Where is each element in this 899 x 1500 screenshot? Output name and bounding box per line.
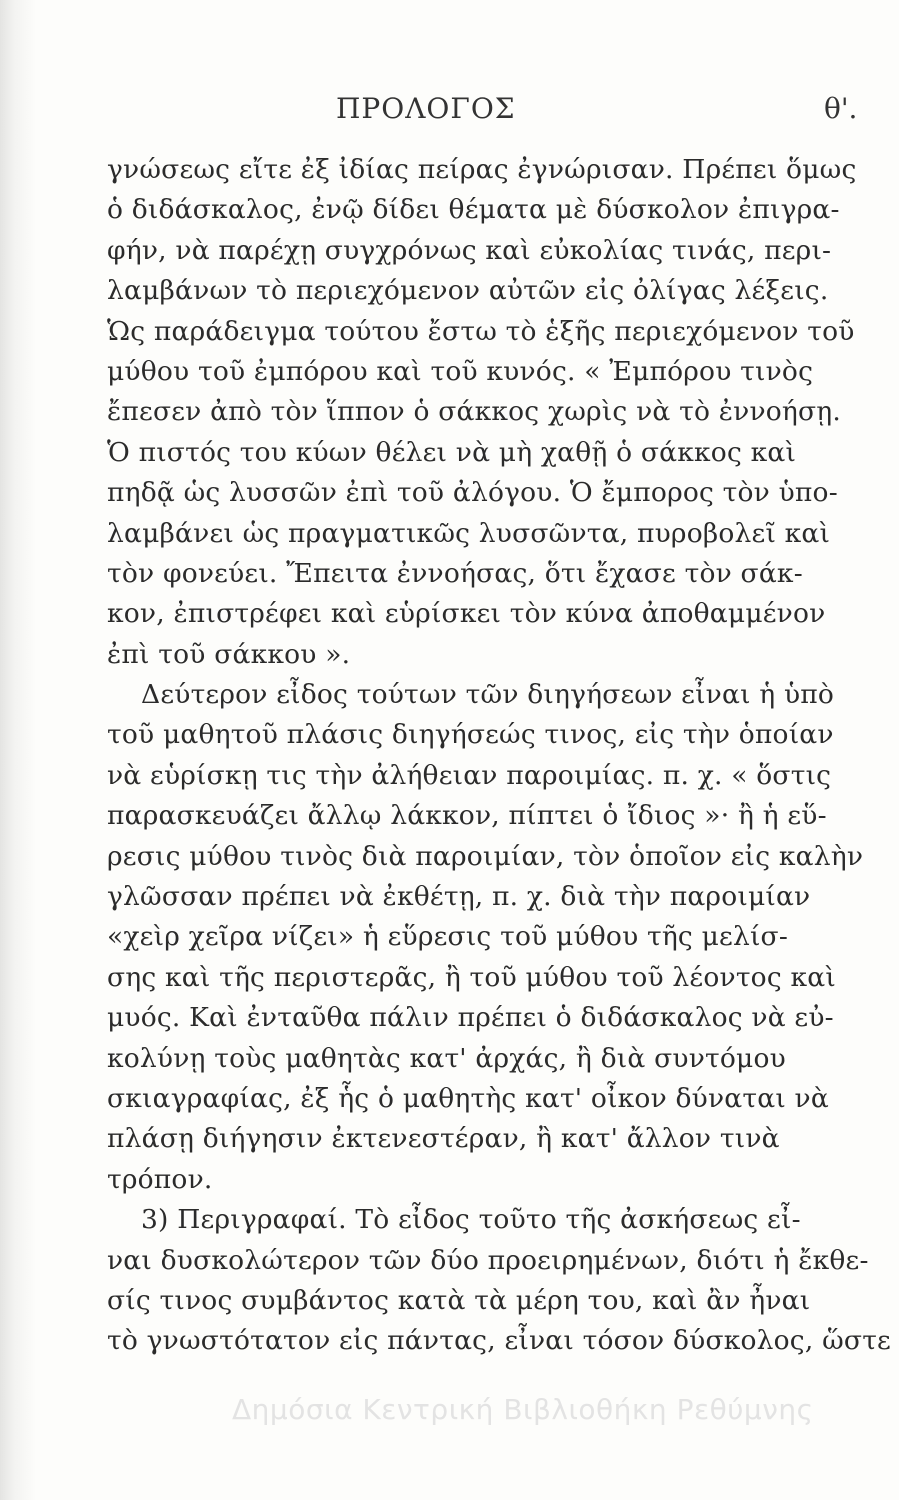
text-line: ἔπεσεν ἀπὸ τὸν ἵππον ὁ σάκκος χωρὶς νὰ τὸ ἐννοήσῃ. <box>107 396 842 428</box>
library-watermark: Δημόσια Κεντρική Βιβλιοθήκη Ρεθύμνης <box>232 1393 814 1426</box>
text-line: γνώσεως εἴτε ἐξ ἰδίας πείρας ἐγνώρισαν. Πρέπει ὅμως <box>107 154 857 185</box>
text-line: πηδᾷ ὡς λυσσῶν ἐπὶ τοῦ ἀλόγου. Ὁ ἔμπορος τὸν ὑπο- <box>107 477 838 509</box>
text-line: νὰ εὑρίσκῃ τις τὴν ἀλήθειαν παροιμίας. π. χ. « ὅστις <box>107 759 832 791</box>
text-line: μύθου τοῦ ἐμπόρου καὶ τοῦ κυνός. « Ἐμπόρου τινὸς <box>107 355 814 387</box>
text-line: πλάσῃ διήγησιν ἐκτενεστέραν, ἢ κατ' ἄλλον τινὰ <box>107 1123 780 1155</box>
page-edge-shadow <box>0 0 36 1500</box>
text-line: Ὁ πιστός του κύων θέλει νὰ μὴ χαθῇ ὁ σάκκος καὶ <box>107 436 797 468</box>
text-line: σίς τινος συμβάντος κατὰ τὰ μέρη του, καὶ ἂν ἦναι <box>107 1284 811 1316</box>
chapter-title: ΠΡΟΛΟΓΟΣ <box>336 92 516 125</box>
text-line: τοῦ μαθητοῦ πλάσις διηγήσεώς τινος, εἰς τὴν ὁποίαν <box>107 719 834 751</box>
text-line: λαμβάνων τὸ περιεχόμενον αὐτῶν εἰς ὀλίγας λέξεις. <box>107 275 829 307</box>
text-line: ρεσις μύθου τινὸς διὰ παροιμίαν, τὸν ὁποῖον εἰς καλὴν <box>107 840 864 872</box>
text-line: τρόπον. <box>107 1163 213 1195</box>
text-line: ἐπὶ τοῦ σάκκου ». <box>107 638 351 670</box>
text-line: κολύνῃ τοὺς μαθητὰς κατ' ἀρχάς, ἢ διὰ συντόμου <box>107 1042 786 1074</box>
text-line: σκιαγραφίας, ἐξ ἧς ὁ μαθητὴς κατ' οἶκον δύναται νὰ <box>107 1082 829 1114</box>
text-line: 3) Περιγραφαί. Τὸ εἶδος τοῦτο τῆς ἀσκήσεως εἶ- <box>141 1204 801 1236</box>
text-line: «χεὶρ χεῖρα νίζει» ἡ εὕρεσις τοῦ μύθου τῆς μελίσ- <box>107 921 788 953</box>
text-line: φήν, νὰ παρέχῃ συγχρόνως καὶ εὐκολίας τινάς, περι- <box>107 234 832 266</box>
text-line: ὁ διδάσκαλος, ἐνῷ δίδει θέματα μὲ δύσκολον ἐπιγρα- <box>107 194 840 226</box>
text-line: σης καὶ τῆς περιστερᾶς, ἢ τοῦ μύθου τοῦ λέοντος καὶ <box>107 961 836 993</box>
text-line: τὸ γνωστότατον εἰς πάντας, εἶναι τόσον δύσκολος, ὥστε <box>107 1325 891 1357</box>
text-line: Δεύτερον εἶδος τούτων τῶν διηγήσεων εἶναι ἡ ὑπὸ <box>141 679 835 711</box>
text-line: ναι δυσκολώτερον τῶν δύο προειρημένων, διότι ἡ ἔκθε- <box>107 1244 869 1276</box>
running-header <box>0 92 899 132</box>
page-number: θ'. <box>824 92 858 125</box>
body-text <box>107 150 891 1362</box>
text-line: λαμβάνει ὡς πραγματικῶς λυσσῶντα, πυροβολεῖ καὶ <box>107 517 831 549</box>
text-line: Ὡς παράδειγμα τούτου ἔστω τὸ ἑξῆς περιεχόμενον τοῦ <box>107 315 855 347</box>
text-line: κον, ἐπιστρέφει καὶ εὑρίσκει τὸν κύνα ἀποθαμμένον <box>107 598 826 630</box>
text-line: μυός. Καὶ ἐνταῦθα πάλιν πρέπει ὁ διδάσκαλος νὰ εὐ- <box>107 1002 834 1034</box>
text-line: γλῶσσαν πρέπει νὰ ἐκθέτῃ, π. χ. διὰ τὴν παροιμίαν <box>107 881 811 913</box>
text-line: τὸν φονεύει. Ἔπειτα ἐννοήσας, ὅτι ἔχασε τὸν σάκ- <box>107 557 803 589</box>
text-line: παρασκευάζει ἄλλῳ λάκκον, πίπτει ὁ ἴδιος »· ἢ ἡ εὕ- <box>107 800 827 832</box>
